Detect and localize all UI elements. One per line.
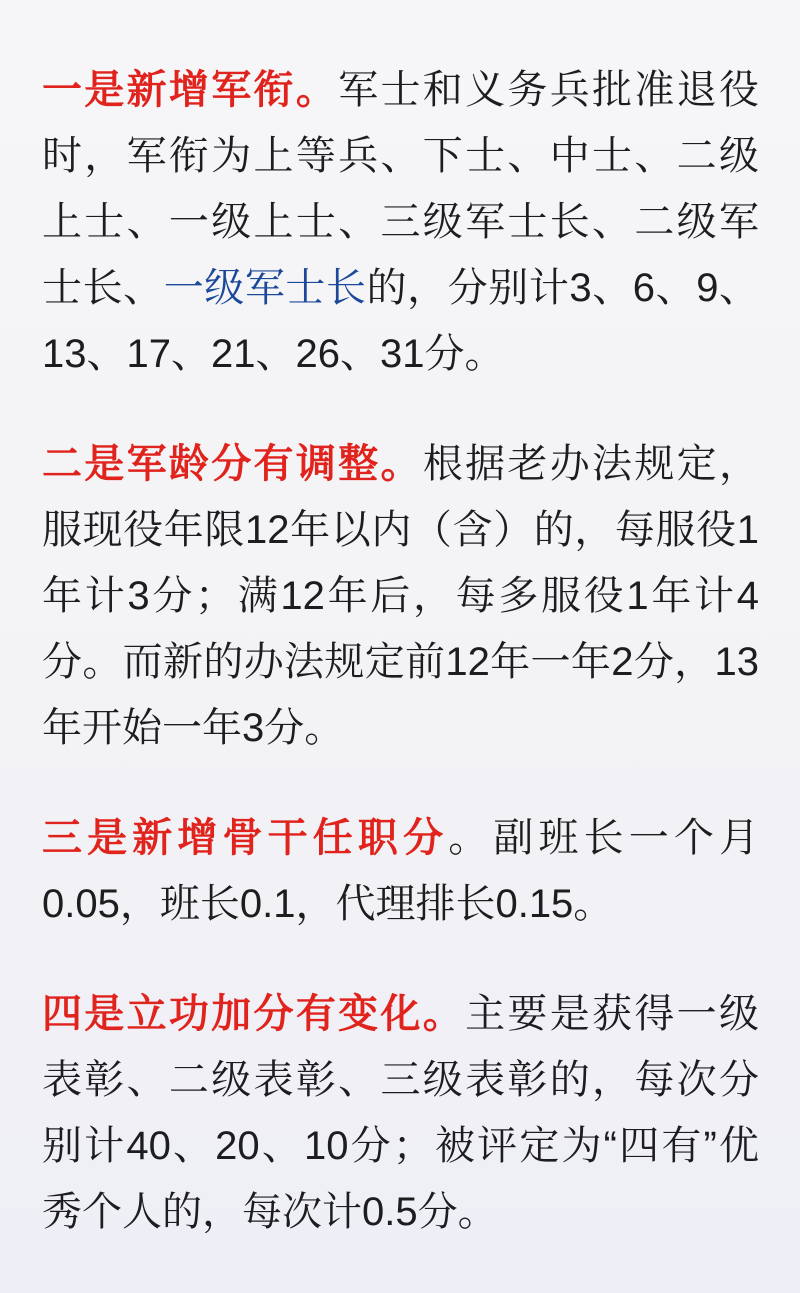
paragraph-2-heading: 二是军龄分有调整。 — [42, 442, 423, 486]
paragraph-4-text: 主要是获得一级表彰、二级表彰、三级表彰的，每次分别计40、20、10分；被评定为“四有”优秀个人的，每次计0.5分。 — [42, 992, 759, 1234]
paragraph-1-text-after-link: 的，分别计3、6、9、13、17、21、26、31分。 — [42, 266, 760, 376]
paragraph-rank-points — [42, 57, 759, 387]
paragraph-3-text: 。副班长一个月0.05，班长0.1，代理排长0.15。 — [42, 816, 760, 926]
rank-highlight-link[interactable]: 一级军士长 — [163, 266, 367, 310]
paragraph-4-heading: 四是立功加分有变化。 — [42, 992, 466, 1036]
paragraph-merit-points — [42, 981, 759, 1245]
paragraph-1-heading: 一是新增军衔。 — [42, 68, 339, 112]
paragraph-3-heading: 三是新增骨干任职分 — [42, 816, 449, 860]
paragraph-1-text-before-link: 军士和义务兵批准退役时，军衔为上等兵、下士、中士、二级上士、一级上士、三级军士长、二级军士长、 — [42, 68, 759, 310]
paragraph-2-text: 根据老办法规定，服现役年限12年以内（含）的，每服役1年计3分；满12年后，每多服役1年计4分。而新的办法规定前12年一年2分，13年开始一年3分。 — [42, 442, 759, 750]
paragraph-cadre-duty — [42, 805, 759, 937]
paragraph-service-years — [42, 431, 759, 761]
